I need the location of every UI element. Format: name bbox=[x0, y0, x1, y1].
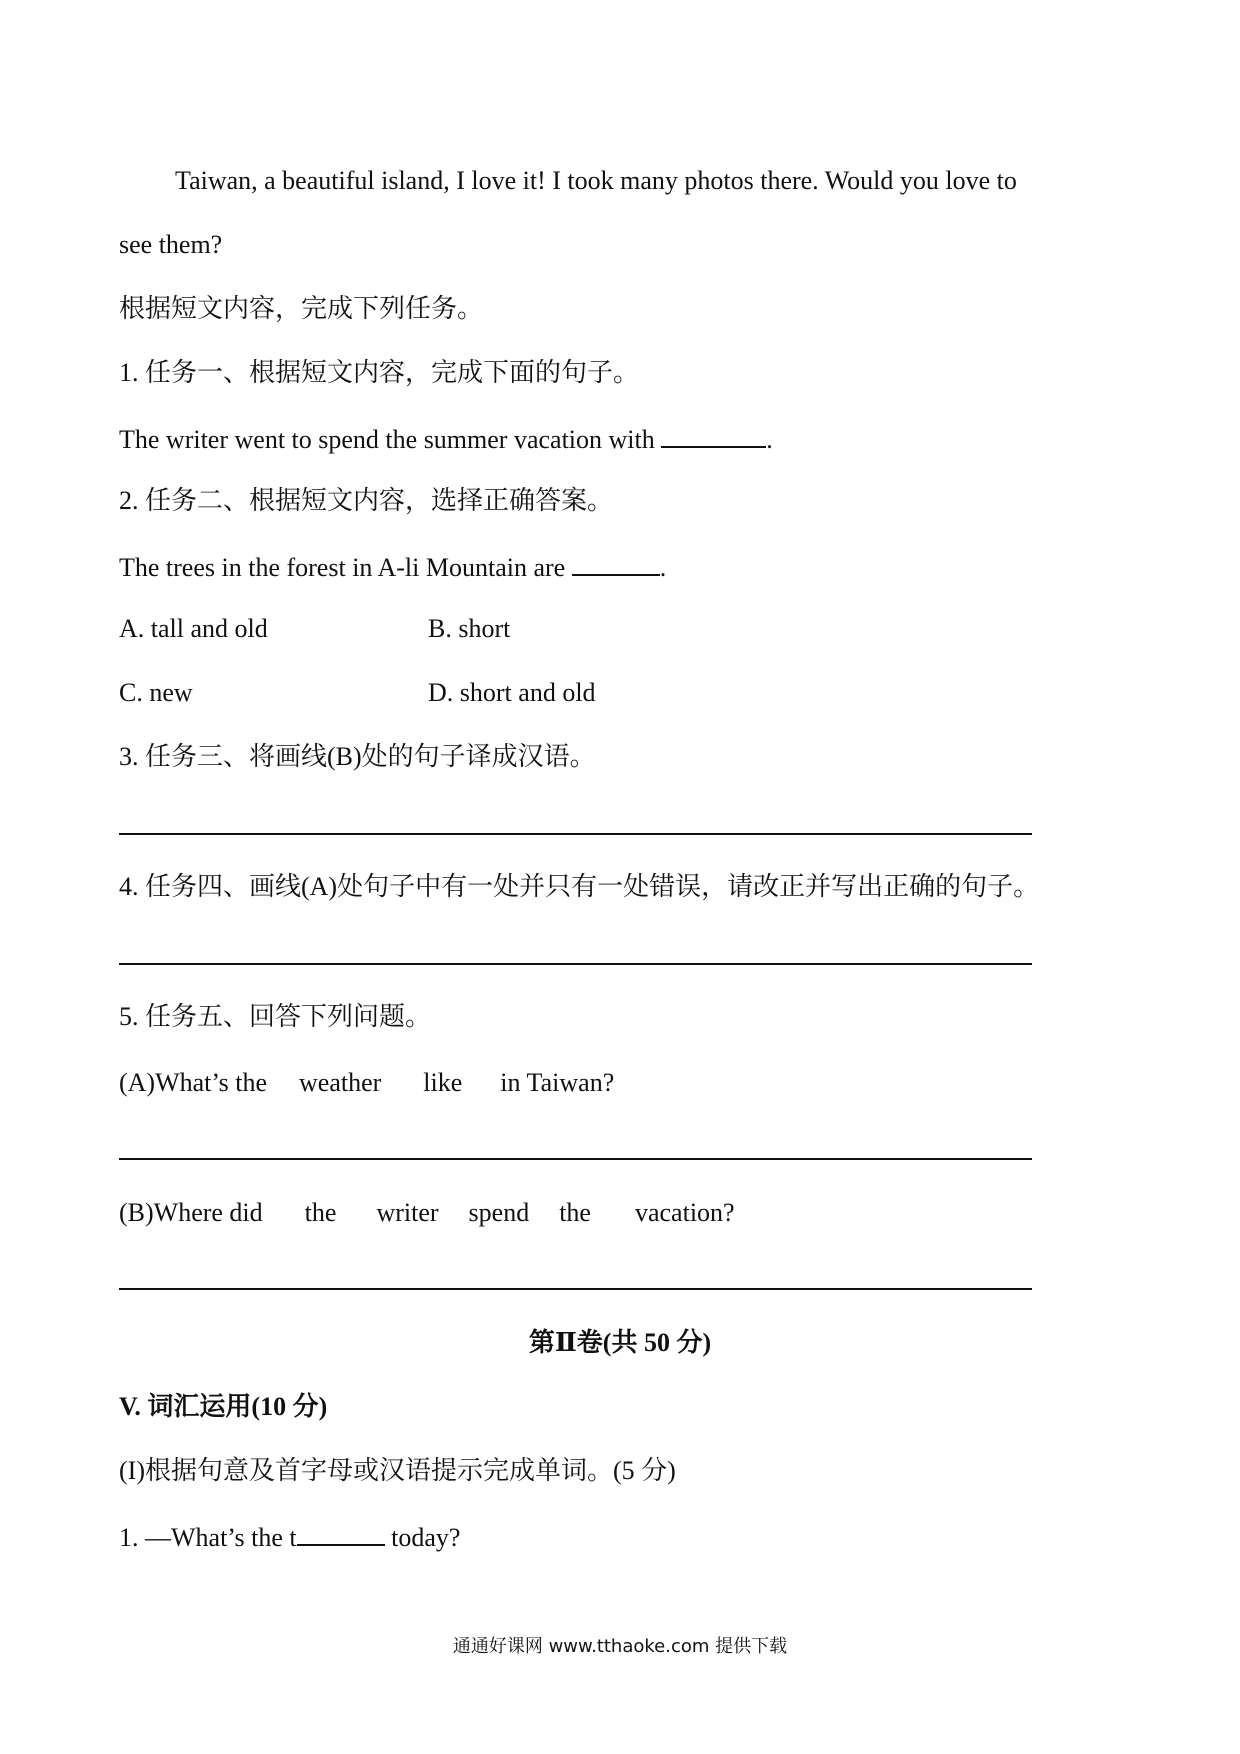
task2-sentence-text: The trees in the forest in A-li Mountain are bbox=[119, 553, 572, 582]
page-footer: 通通好课网 www.tthaoke.com 提供下载 bbox=[452, 1636, 788, 1657]
part5-instructions: (I)根据句意及首字母或汉语提示完成单词。(5 分) bbox=[119, 1456, 676, 1485]
task2-options-row-2 bbox=[119, 676, 1019, 710]
passage-line-1: Taiwan, a beautiful island, I love it! I took many photos there. Would you love to bbox=[175, 166, 1017, 195]
question-1-text: 1. —What’s the t bbox=[119, 1523, 297, 1552]
task2-sentence bbox=[119, 548, 666, 585]
task5-question-a bbox=[119, 1066, 614, 1100]
task5-answer-line-a[interactable] bbox=[119, 1158, 1032, 1160]
task4-title: 4. 任务四、画线(A)处句子中有一处并只有一处错误，请改正并写出正确的句子。 bbox=[119, 872, 1040, 901]
part5-title: V. 词汇运用(10 分) bbox=[119, 1392, 328, 1421]
task5-question-b bbox=[119, 1196, 735, 1230]
qb-word-2: the bbox=[304, 1198, 337, 1227]
option-c[interactable]: C. new bbox=[119, 678, 193, 707]
task4-answer-line[interactable] bbox=[119, 963, 1032, 965]
task5-title: 5. 任务五、回答下列问题。 bbox=[119, 1002, 432, 1031]
qb-word-1: (B)Where did bbox=[119, 1198, 263, 1227]
question-1 bbox=[119, 1518, 460, 1555]
task1-sentence-end: . bbox=[766, 425, 773, 454]
qa-word-2: weather bbox=[299, 1068, 382, 1097]
task2-blank[interactable] bbox=[572, 548, 660, 576]
task1-sentence-text: The writer went to spend the summer vacation with bbox=[119, 425, 662, 454]
qb-word-4: spend bbox=[468, 1198, 530, 1227]
qa-word-1: (A)What’s the bbox=[119, 1068, 268, 1097]
option-b[interactable]: B. short bbox=[428, 614, 511, 643]
qb-word-6: vacation? bbox=[634, 1198, 735, 1227]
question-1-end: today? bbox=[384, 1523, 461, 1552]
task2-sentence-end: . bbox=[659, 553, 667, 582]
task1-title: 1. 任务一、根据短文内容，完成下面的句子。 bbox=[119, 358, 640, 387]
task2-options-row-1 bbox=[119, 612, 1019, 646]
task5-answer-line-b[interactable] bbox=[119, 1288, 1032, 1290]
section-2-title: 第Ⅱ卷(共 50 分) bbox=[528, 1328, 712, 1357]
question-1-blank[interactable] bbox=[297, 1518, 385, 1546]
task3-answer-line[interactable] bbox=[119, 833, 1032, 835]
option-d[interactable]: D. short and old bbox=[428, 678, 596, 707]
option-a[interactable]: A. tall and old bbox=[119, 614, 268, 643]
qa-word-4: in Taiwan? bbox=[500, 1068, 615, 1097]
task3-title: 3. 任务三、将画线(B)处的句子译成汉语。 bbox=[119, 742, 596, 771]
task2-title: 2. 任务二、根据短文内容，选择正确答案。 bbox=[119, 486, 614, 515]
instructions: 根据短文内容，完成下列任务。 bbox=[119, 294, 484, 323]
task1-sentence bbox=[119, 420, 773, 457]
qa-word-3: like bbox=[423, 1068, 463, 1097]
task1-blank[interactable] bbox=[661, 420, 766, 448]
qb-word-5: the bbox=[559, 1198, 591, 1227]
passage-line-2: see them? bbox=[119, 230, 223, 259]
qb-word-3: writer bbox=[376, 1198, 439, 1227]
